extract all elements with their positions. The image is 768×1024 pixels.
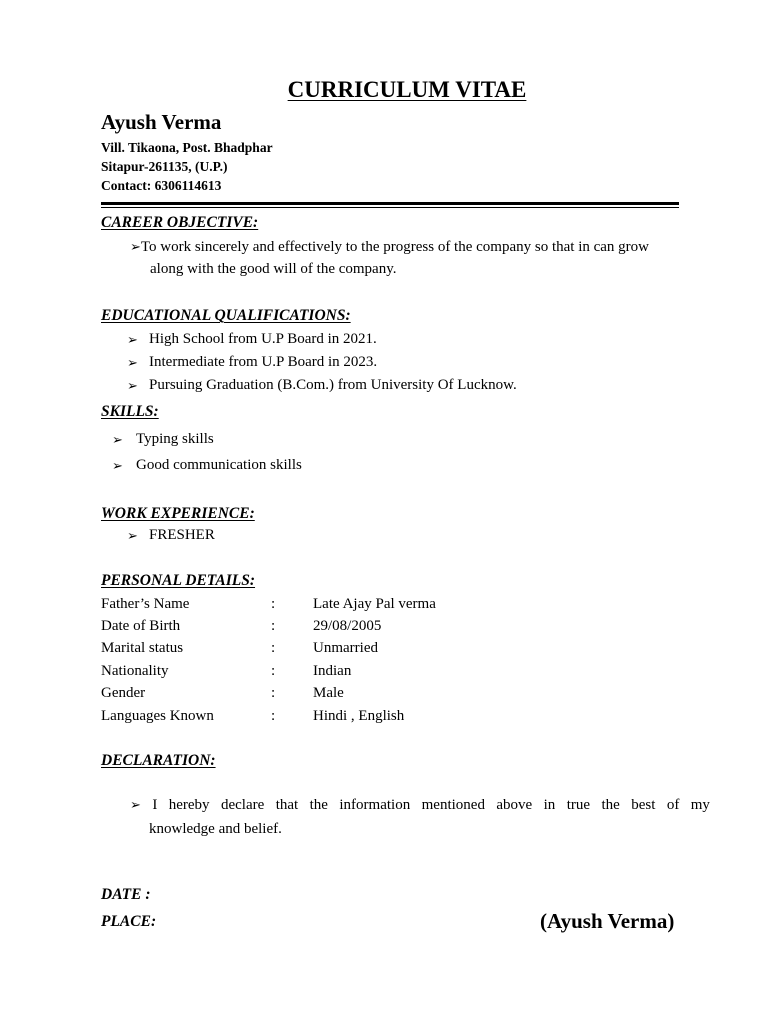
detail-separator: : — [271, 640, 276, 656]
declaration-word: in — [543, 797, 556, 813]
work-experience-bullet — [127, 527, 138, 545]
detail-value-marital-status: Unmarried — [313, 640, 378, 656]
header-rule-thick — [101, 202, 679, 205]
detail-label-languages: Languages Known — [101, 708, 214, 724]
education-item: High School from U.P Board in 2021. — [149, 331, 377, 347]
detail-value-fathers-name: Late Ajay Pal verma — [313, 596, 436, 612]
detail-label-fathers-name: Father’s Name — [101, 596, 190, 612]
declaration-heading: DECLARATION: — [101, 752, 216, 769]
skills-item: Good communication skills — [136, 457, 302, 473]
declaration-word: of — [666, 797, 680, 813]
arrow-bullet-icon: ➢ — [127, 332, 138, 347]
skills-item: Typing skills — [136, 431, 214, 447]
arrow-bullet-icon: ➢ — [127, 528, 138, 543]
declaration-word: best — [631, 797, 656, 813]
declaration-word: the — [309, 797, 328, 813]
career-objective-line-2: along with the good will of the company. — [150, 261, 397, 277]
career-objective-heading: CAREER OBJECTIVE: — [101, 214, 259, 231]
detail-separator: : — [271, 596, 276, 612]
arrow-bullet-icon: ➢ — [112, 458, 123, 473]
detail-label-gender: Gender — [101, 685, 146, 701]
arrow-bullet-icon: ➢ — [112, 432, 123, 447]
education-bullet — [127, 331, 138, 349]
declaration-word: information — [339, 797, 411, 813]
declaration-word: I — [152, 797, 158, 813]
address-line-1: Vill. Tikaona, Post. Bhadphar — [101, 140, 273, 155]
detail-value-nationality: Indian — [313, 663, 352, 679]
signature-name: (Ayush Verma) — [540, 909, 675, 933]
declaration-word: hereby — [168, 797, 210, 813]
place-label: PLACE: — [101, 913, 157, 930]
arrow-bullet-icon: ➢ — [127, 355, 138, 370]
declaration-word: declare — [220, 797, 265, 813]
detail-separator: : — [271, 618, 276, 634]
career-objective-line-1 — [130, 239, 649, 256]
document-title: CURRICULUM VITAE — [287, 77, 527, 102]
work-experience-item: FRESHER — [149, 527, 215, 543]
detail-label-marital-status: Marital status — [101, 640, 184, 656]
skills-bullet — [112, 431, 123, 449]
declaration-word: true — [566, 797, 591, 813]
education-heading: EDUCATIONAL QUALIFICATIONS: — [101, 307, 351, 324]
education-item: Pursuing Graduation (B.Com.) from University Of Lucknow. — [149, 377, 517, 393]
contact-line: Contact: 6306114613 — [101, 178, 222, 193]
personal-details-heading: PERSONAL DETAILS: — [101, 572, 256, 589]
arrow-bullet-icon: ➢ — [130, 239, 141, 254]
detail-label-nationality: Nationality — [101, 663, 169, 679]
declaration-word: mentioned — [421, 797, 485, 813]
detail-value-languages: Hindi , English — [313, 708, 405, 724]
education-bullet — [127, 354, 138, 372]
header-rule-thin — [101, 207, 679, 208]
detail-separator: : — [271, 708, 276, 724]
education-bullet — [127, 377, 138, 395]
arrow-bullet-icon: ➢ — [130, 797, 141, 812]
detail-label-date-of-birth: Date of Birth — [101, 618, 181, 634]
education-item: Intermediate from U.P Board in 2023. — [149, 354, 378, 370]
declaration-word: the — [601, 797, 620, 813]
skills-bullet — [112, 457, 123, 475]
address-line-2: Sitapur-261135, (U.P.) — [101, 159, 228, 174]
detail-separator: : — [271, 663, 276, 679]
detail-value-gender: Male — [313, 685, 344, 701]
detail-separator: : — [271, 685, 276, 701]
career-objective-text: To work sincerely and effectively to the progress of the company so that in can grow — [140, 239, 650, 255]
declaration-word: that — [275, 797, 299, 813]
candidate-name: Ayush Verma — [101, 110, 222, 134]
detail-value-date-of-birth: 29/08/2005 — [313, 618, 382, 634]
arrow-bullet-icon: ➢ — [127, 378, 138, 393]
declaration-line-1 — [130, 797, 710, 814]
skills-heading: SKILLS: — [101, 403, 159, 420]
declaration-line-2: knowledge and belief. — [149, 821, 282, 837]
declaration-word: my — [690, 797, 710, 813]
work-experience-heading: WORK EXPERIENCE: — [101, 505, 255, 522]
declaration-word: above — [496, 797, 533, 813]
date-label: DATE : — [101, 886, 151, 903]
